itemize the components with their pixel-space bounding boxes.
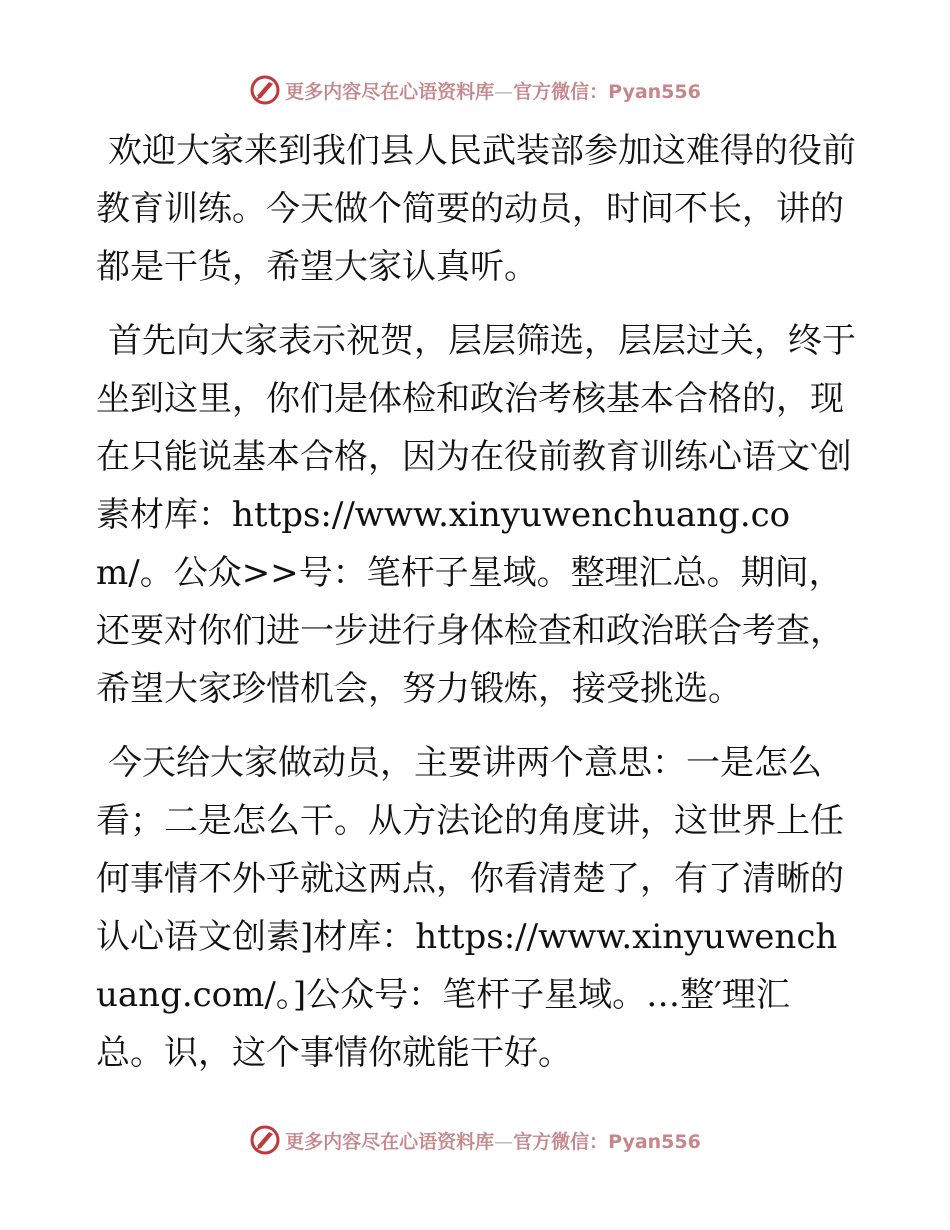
footer-banner (0, 1120, 950, 1160)
banner-text (285, 1127, 701, 1154)
banner-separator: — (494, 1130, 514, 1153)
paragraph-text: 欢迎大家来到我们县人民武装部参加这难得的役前教育训练。今天做个简要的动员，时间不长，讲的都是干货，希望大家认真听。 (96, 131, 856, 287)
banner-separator: — (494, 80, 514, 103)
paragraph-text: 首先向大家表示祝贺，层层筛选，层层过关，终于坐到这里，你们是体检和政治考核基本合格的，现在只能说基本合格，因为在役前教育训练心语文‵创素材库：https://www.xinyuwenchuang.com/。公众>>号：笔杆子星域。整理汇总。期间，还要对你们进一步进行身体检查和政治联合考查，希望大家珍惜机会，努力锻炼，接受挑选。 (96, 321, 856, 709)
banner-site-text: 更多内容尽在心语资料库 (285, 80, 495, 103)
paragraph (96, 122, 856, 296)
pen-circle-logo-icon (249, 74, 281, 106)
paragraph (96, 312, 856, 718)
document-body (96, 122, 856, 1098)
banner-text (285, 77, 701, 104)
banner-wechat-text: 官方微信：Pyan556 (513, 80, 701, 103)
banner-wechat-text: 官方微信：Pyan556 (513, 1130, 701, 1153)
paragraph-text: 今天给大家做动员，主要讲两个意思：一是怎么看；二是怎么干。从方法论的角度讲，这世界上任何事情不外乎就这两点，你看清楚了，有了清晰的认心语文创素]材库：https://www.xinyuwenchuang.com/。]公众号：笔杆子星域。…整′理汇总。识，这个事情你就能干好。 (96, 743, 844, 1073)
banner-site-text: 更多内容尽在心语资料库 (285, 1130, 495, 1153)
header-banner (0, 70, 950, 110)
pen-circle-logo-icon (249, 1124, 281, 1156)
paragraph (96, 734, 856, 1082)
